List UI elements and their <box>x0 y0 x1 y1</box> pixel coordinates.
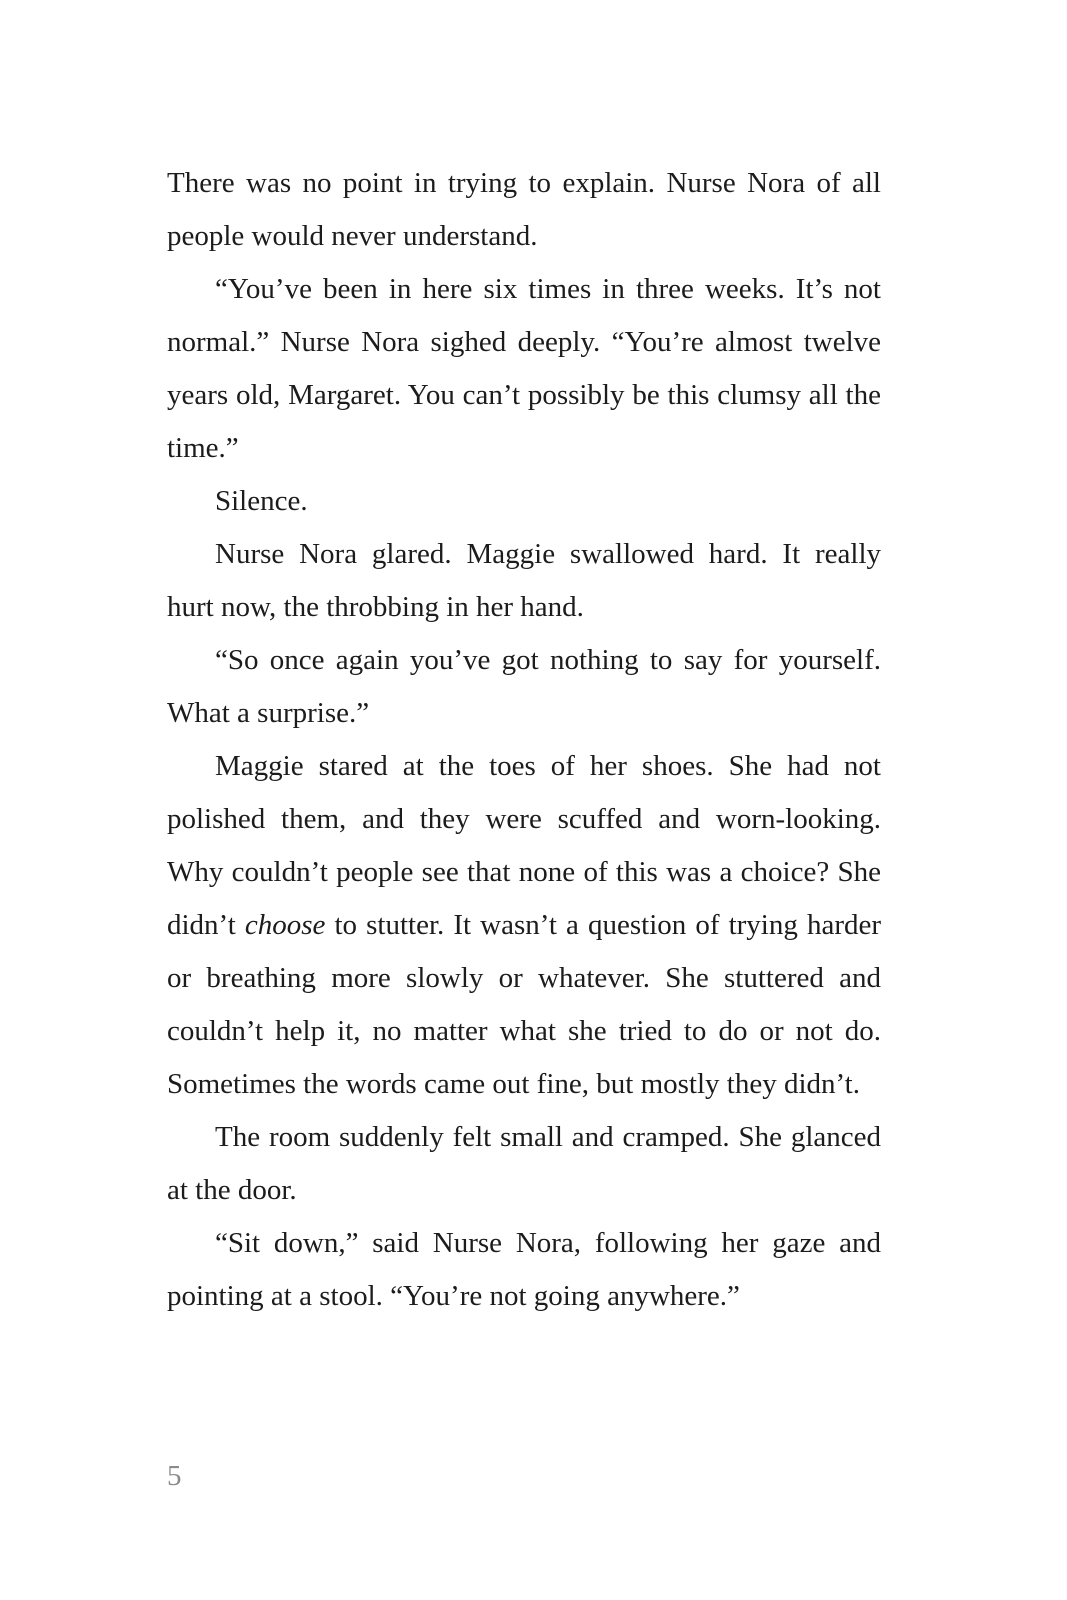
paragraph-2: “You’ve been in here six times in three weeks. It’s not normal.” Nurse Nora sighed deeply. “You’re almost twelve years old, Margaret. You can’t possibly be this clumsy all the time.” <box>167 273 881 464</box>
page-body <box>167 157 881 1323</box>
paragraph-3: Silence. <box>215 485 308 517</box>
paragraph-7: The room suddenly felt small and cramped. She glanced at the door. <box>167 1121 881 1206</box>
paragraph-6-text-before: Maggie stared at the toes of her shoes. She had not polished them, and they were scuffed and worn-looking. Why couldn’t people see that none of this was a choice? She didn’t <box>167 750 881 941</box>
paragraph-4: Nurse Nora glared. Maggie swallowed hard. It really hurt now, the throbbing in her hand. <box>167 538 881 623</box>
paragraph-5: “So once again you’ve got nothing to say for yourself. What a surprise.” <box>167 644 881 729</box>
paragraph-6 <box>167 740 881 1111</box>
page-number: 5 <box>167 1460 182 1492</box>
paragraph-1: There was no point in trying to explain. Nurse Nora of all people would never understand. <box>167 167 881 252</box>
paragraph-8: “Sit down,” said Nurse Nora, following her gaze and pointing at a stool. “You’re not going anywhere.” <box>167 1227 881 1312</box>
paragraph-6-text-after: to stutter. It wasn’t a question of trying harder or breathing more slowly or whatever. She stuttered and couldn’t help it, no matter what she tried to do or not do. Sometimes the words came out fine, but mostly they didn’t. <box>167 909 882 1100</box>
paragraph-6-emphasis: choose <box>244 909 326 941</box>
